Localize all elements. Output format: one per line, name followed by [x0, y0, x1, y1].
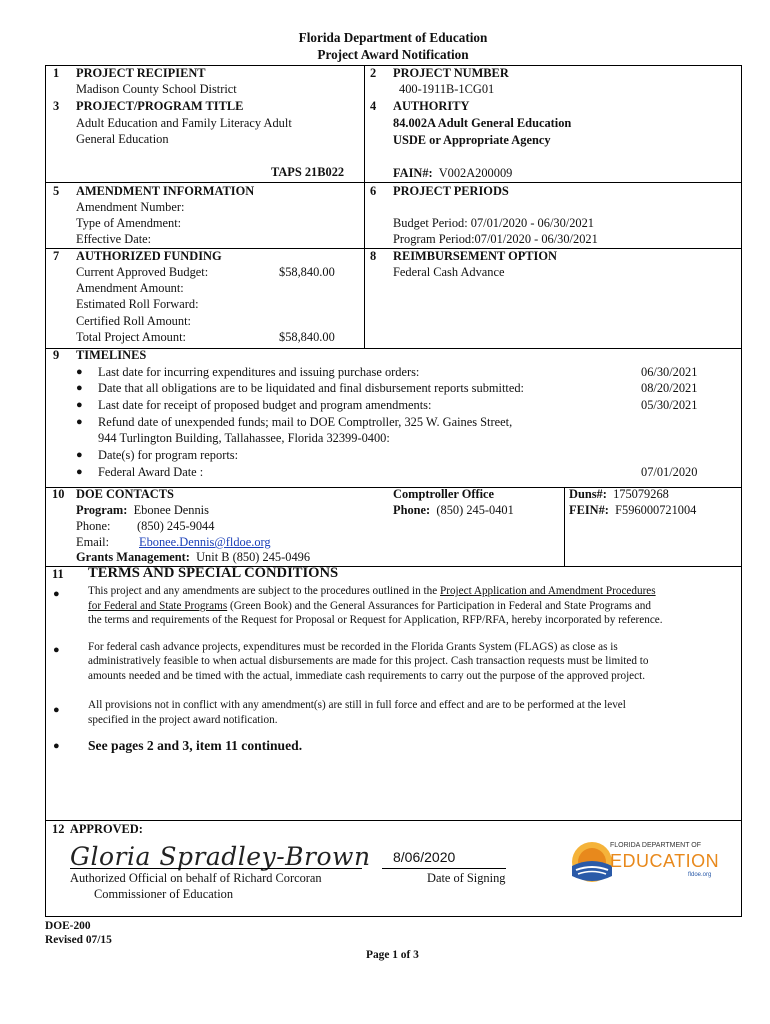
terms-p3-line1: All provisions not in conflict with any amendment(s) are still in full force and effect and are to be performed at the level [88, 699, 626, 711]
timeline-item: Last date for receipt of proposed budget and program amendments: [98, 398, 432, 412]
fain-value: V002A200009 [438, 166, 513, 180]
timeline-item: Federal Award Date : [98, 465, 204, 479]
logo-url-text: fldoe.org [688, 872, 712, 878]
project-number-title: PROJECT NUMBER [393, 66, 509, 80]
terms-p3-line2: specified in the project award notification. [88, 714, 278, 726]
bullet: ● [53, 704, 60, 716]
divider [46, 348, 741, 349]
program-title-line1: Adult Education and Family Literacy Adult [76, 116, 292, 130]
timelines-title: TIMELINES [76, 348, 147, 362]
authorized-funding-title: AUTHORIZED FUNDING [76, 249, 222, 263]
section-number: 3 [53, 99, 60, 113]
duns-value: 175079268 [613, 487, 669, 501]
green-book-link-continued[interactable]: for Federal and State Programs [88, 600, 228, 612]
taps-number: TAPS 21B022 [271, 165, 345, 179]
section-number: 8 [370, 249, 377, 263]
timeline-date: 07/01/2020 [641, 465, 698, 479]
funding-label: Certified Roll Amount: [76, 314, 191, 328]
section-number: 7 [53, 249, 60, 263]
bullet: ● [53, 644, 60, 656]
timeline-date: 08/20/2021 [641, 381, 698, 395]
phone-label: Phone: [76, 519, 111, 533]
authority-title: AUTHORITY [393, 99, 470, 113]
fain [393, 166, 512, 181]
terms-p2-line3: amounts needed and be timed with the actual, immediate cash requirements to carry out the purpose of the approved project. [88, 670, 646, 682]
duns-label: Duns#: [569, 487, 607, 501]
reimbursement-option-title: REIMBURSEMENT OPTION [393, 249, 557, 263]
program-period: Program Period:07/01/2020 - 06/30/2021 [393, 232, 598, 246]
timeline-date: 05/30/2021 [641, 398, 698, 412]
green-book-link[interactable]: Project Application and Amendment Procedures [440, 585, 656, 597]
program-contact [76, 503, 209, 518]
phone-value: (850) 245-9044 [137, 519, 215, 533]
authority-line1: 84.002A Adult General Education [393, 116, 572, 130]
document-title: Florida Department of Education [298, 30, 488, 45]
amendment-number-label: Amendment Number: [76, 200, 185, 214]
email-label: Email: [76, 535, 110, 549]
fdoe-logo [568, 836, 718, 888]
comptroller-phone-value: (850) 245-0401 [436, 503, 514, 517]
program-contact-value: Ebonee Dennis [133, 503, 209, 517]
bullet: ● [76, 399, 83, 411]
amendment-type-label: Type of Amendment: [76, 216, 182, 230]
timeline-item: Date(s) for program reports: [98, 448, 239, 462]
section-number: 12 [52, 822, 65, 836]
divider [364, 66, 365, 348]
project-number-value: 400-1911B-1CG01 [399, 82, 495, 96]
signature-line [70, 868, 362, 869]
authorized-official: Authorized Official on behalf of Richard Corcoran [70, 871, 322, 885]
funding-label: Amendment Amount: [76, 281, 184, 295]
logo-main-text: EDUCATION [610, 851, 720, 871]
section-number: 1 [53, 66, 60, 80]
section-number: 5 [53, 184, 60, 198]
project-periods-title: PROJECT PERIODS [393, 184, 509, 198]
bullet: ● [76, 416, 83, 428]
section-number: 2 [370, 66, 377, 80]
logo-top-text: FLORIDA DEPARTMENT OF [610, 842, 702, 849]
approved-label: APPROVED: [69, 822, 143, 836]
grants-management-value: Unit B (850) 245-0496 [196, 550, 311, 564]
program-title-line2: General Education [76, 132, 169, 146]
amendment-info-title: AMENDMENT INFORMATION [76, 184, 255, 198]
funding-label: Estimated Roll Forward: [76, 297, 199, 311]
terms-p1-text: This project and any amendments are subject to the procedures outlined in the [88, 585, 440, 597]
date-line [382, 868, 506, 869]
approved-title [52, 822, 143, 837]
sunburst-icon [568, 836, 616, 886]
funding-label: Total Project Amount: [76, 330, 186, 344]
funding-label: Current Approved Budget: [76, 265, 209, 279]
terms-p2-line1: For federal cash advance projects, expenditures must be recorded in the Florida Grants System (FLAGS) as close as is [88, 641, 618, 653]
section-number: 9 [53, 348, 60, 362]
grants-management-label: Grants Management: [76, 550, 190, 564]
document-subtitle: Project Award Notification [317, 47, 469, 62]
signature: Gloria Spradley-Brown [70, 842, 371, 871]
section-number: 10 [52, 487, 65, 501]
comptroller-office-title: Comptroller Office [393, 487, 495, 501]
terms-p2-line2: administratively feasible to when actual disbursements are made for this project. Cash transaction requests must be limited to [88, 655, 649, 667]
divider [564, 487, 565, 566]
timeline-date: 06/30/2021 [641, 365, 698, 379]
funding-value: $58,840.00 [279, 330, 335, 344]
effective-date-label: Effective Date: [76, 232, 152, 246]
timeline-item: Last date for incurring expenditures and issuing purchase orders: [98, 365, 420, 379]
budget-period: Budget Period: 07/01/2020 - 06/30/2021 [393, 216, 594, 230]
terms-title: TERMS AND SPECIAL CONDITIONS [88, 565, 339, 581]
section-number: 4 [370, 99, 377, 113]
comptroller-phone [393, 503, 514, 518]
doe-contacts-title: DOE CONTACTS [76, 487, 174, 501]
project-recipient-value: Madison County School District [76, 82, 237, 96]
bullet: ● [53, 588, 60, 600]
section-number: 6 [370, 184, 377, 198]
signed-date: 8/06/2020 [393, 849, 456, 865]
comptroller-phone-label: Phone: [393, 503, 431, 517]
bullet: ● [76, 382, 83, 394]
program-title-heading: PROJECT/PROGRAM TITLE [76, 99, 244, 113]
grants-management [76, 550, 310, 565]
divider [46, 820, 741, 821]
divider [46, 182, 741, 183]
section-number: 11 [52, 567, 64, 581]
date-of-signing-label: Date of Signing [427, 871, 506, 885]
terms-p1-line3: the terms and requirements of the Request for Proposal or Request for Application, RFP/RFA, hereby incorporated by reference. [88, 614, 663, 626]
bullet: ● [76, 466, 83, 478]
terms-continued-note: See pages 2 and 3, item 11 continued. [88, 738, 303, 753]
page-number: Page 1 of 3 [366, 949, 419, 961]
funding-value: $58,840.00 [279, 265, 335, 279]
terms-p1-line1 [88, 584, 656, 599]
commissioner-title: Commissioner of Education [94, 887, 234, 901]
program-contact-label: Program: [76, 503, 128, 517]
timeline-item: Refund date of unexpended funds; mail to DOE Comptroller, 325 W. Gaines Street, [98, 415, 513, 429]
fain-label: FAIN#: [393, 166, 433, 180]
form-number: DOE-200 [45, 920, 91, 932]
project-recipient-title: PROJECT RECIPIENT [76, 66, 206, 80]
timeline-item: Date that all obligations are to be liquidated and final disbursement reports submitted: [98, 381, 524, 395]
bullet: ● [53, 740, 60, 752]
timeline-item-continued: 944 Turlington Building, Tallahassee, Florida 32399-0400: [98, 431, 390, 445]
reimbursement-option-value: Federal Cash Advance [393, 265, 505, 279]
form-revision: Revised 07/15 [45, 934, 112, 946]
fein-label: FEIN#: [569, 503, 609, 517]
fein-value: F596000721004 [615, 503, 697, 517]
terms-p1-text: (Green Book) and the General Assurances for Participation in Federal and State Programs and [227, 600, 651, 612]
authority-line2: USDE or Appropriate Agency [393, 133, 551, 147]
bullet: ● [76, 366, 83, 378]
duns-number [569, 487, 669, 502]
email-link[interactable]: Ebonee.Dennis@fldoe.org [139, 535, 271, 549]
bullet: ● [76, 449, 83, 461]
fein-number [569, 503, 696, 518]
terms-p1-line2 [88, 599, 651, 614]
